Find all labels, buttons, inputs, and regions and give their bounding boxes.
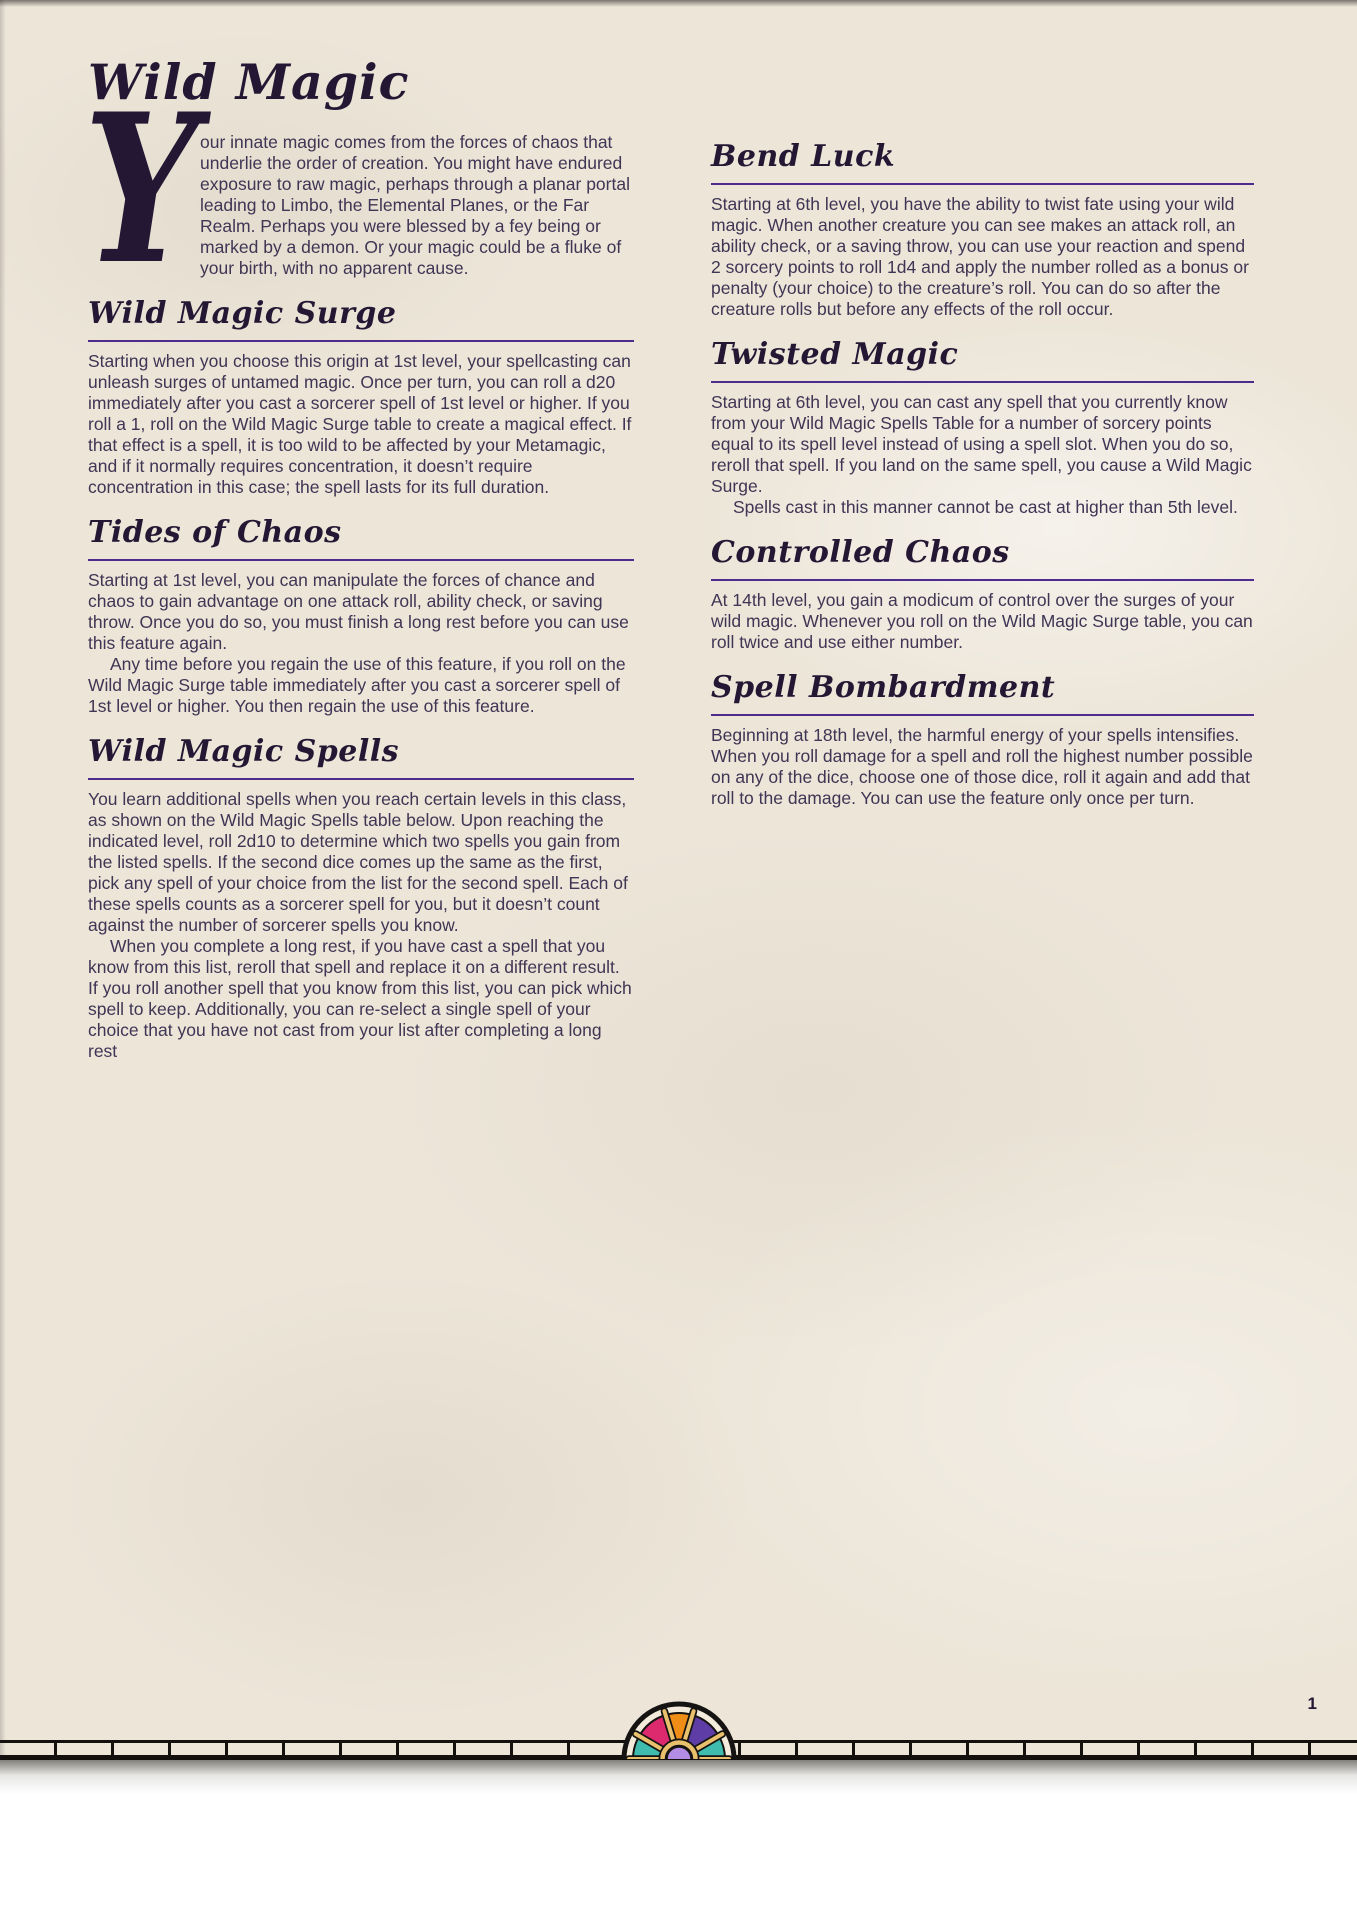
section-heading: Spell Bombardment: [711, 669, 1254, 716]
section-spell-bombardment: [711, 669, 1254, 809]
section-controlled-chaos: [711, 534, 1254, 653]
intro-text: our innate magic comes from the forces of chaos that underlie the order of creation. You might have endured exposure to raw magic, perhaps through a planar portal leading to Limbo, the Elemental Planes, or the Far Realm. Perhaps you were blessed by a fey being or marked by a demon. Or your magic could be a fluke of your birth, with no apparent cause.: [200, 132, 630, 278]
section-heading: Tides of Chaos: [88, 514, 634, 561]
section-paragraph: At 14th level, you gain a modicum of control over the surges of your wild magic. Whenever you roll on the Wild Magic Surge table, you can roll twice and use either number.: [711, 590, 1253, 652]
section-tides-of-chaos: [88, 514, 634, 717]
section-paragraph: Starting at 6th level, you have the ability to twist fate using your wild magic. When another creature you can see makes an attack roll, an ability check, or a saving throw, you can use your reaction and spend 2 sorcery points to roll 1d4 and apply the number rolled as a bonus or penalty (your choice) to the creature’s roll. You can do so after the creature rolls but before any effects of the roll occur.: [711, 194, 1249, 319]
right-column: [711, 0, 1254, 1062]
section-paragraph: Starting at 6th level, you can cast any spell that you currently know from your Wild Magic Spells Table for a number of sorcery points equal to its spell level instead of using a spell slot. When you do so, reroll that spell. If you land on the same spell, you cause a Wild Magic Surge.: [711, 392, 1252, 496]
section-paragraph: Beginning at 18th level, the harmful energy of your spells intensifies. When you roll damage for a spell and roll the highest number possible on any of the dice, choose one of those dice, roll it again and add that roll to the damage. You can use the feature only once per turn.: [711, 725, 1253, 808]
page-number: 1: [1307, 1694, 1317, 1713]
section-heading: Bend Luck: [711, 138, 1254, 185]
stained-glass-rose-window-icon: [619, 1699, 739, 1760]
section-paragraph: When you complete a long rest, if you have cast a spell that you know from this list, reroll that spell and replace it on a different result. If you roll another spell that you know from this list, you can pick which spell to keep. Additionally, you can re-select a single spell of your choice that you have not cast from your list after completing a long rest: [88, 936, 632, 1061]
section-paragraph: Spells cast in this manner cannot be cast at higher than 5th level.: [733, 497, 1238, 517]
drop-cap: [84, 70, 199, 310]
section-heading: Wild Magic Spells: [88, 733, 634, 780]
page-title: Wild Magic: [88, 53, 410, 111]
section-paragraph: Starting when you choose this origin at 1st level, your spellcasting can unleash surges of untamed magic. Once per turn, you can roll a d20 immediately after you cast a sorcerer spell of 1st level or higher. If you roll a 1, roll on the Wild Magic Surge table to create a magical effect. If that effect is a spell, it is too wild to be affected by your Metamagic, and if it normally requires concentration, it doesn’t require concentration in this case; the spell lasts for its full duration.: [88, 351, 632, 497]
section-twisted-magic: [711, 336, 1254, 518]
section-wild-magic-spells: [88, 733, 634, 1062]
section-paragraph: Any time before you regain the use of this feature, if you roll on the Wild Magic Surge table immediately after you cast a sorcerer spell of 1st level or higher. You then regain the use of this feature.: [88, 654, 626, 716]
section-paragraph: Starting at 1st level, you can manipulate the forces of chance and chaos to gain advantage on one attack roll, ability check, or saving throw. Once you do so, you must finish a long rest before you can use this feature again.: [88, 570, 629, 653]
section-wild-magic-surge: [88, 295, 634, 498]
drop-cap-letter: Y: [84, 70, 199, 310]
section-heading: Controlled Chaos: [711, 534, 1254, 581]
section-heading: Wild Magic Surge: [88, 295, 634, 342]
page-bottom-shadow: [0, 1760, 1357, 1794]
section-paragraph: You learn additional spells when you reach certain levels in this class, as shown on the Wild Magic Spells table below. Upon reaching the indicated level, roll 2d10 to determine which two spells you gain from the listed spells. If the second dice comes up the same as the first, pick any spell of your choice from the list for the second spell. Each of these spells counts as a sorcerer spell for you, but it doesn’t count against the number of sorcerer spells you know.: [88, 789, 628, 935]
section-bend-luck: [711, 138, 1254, 320]
section-heading: Twisted Magic: [711, 336, 1254, 383]
left-column: [84, 0, 634, 1062]
